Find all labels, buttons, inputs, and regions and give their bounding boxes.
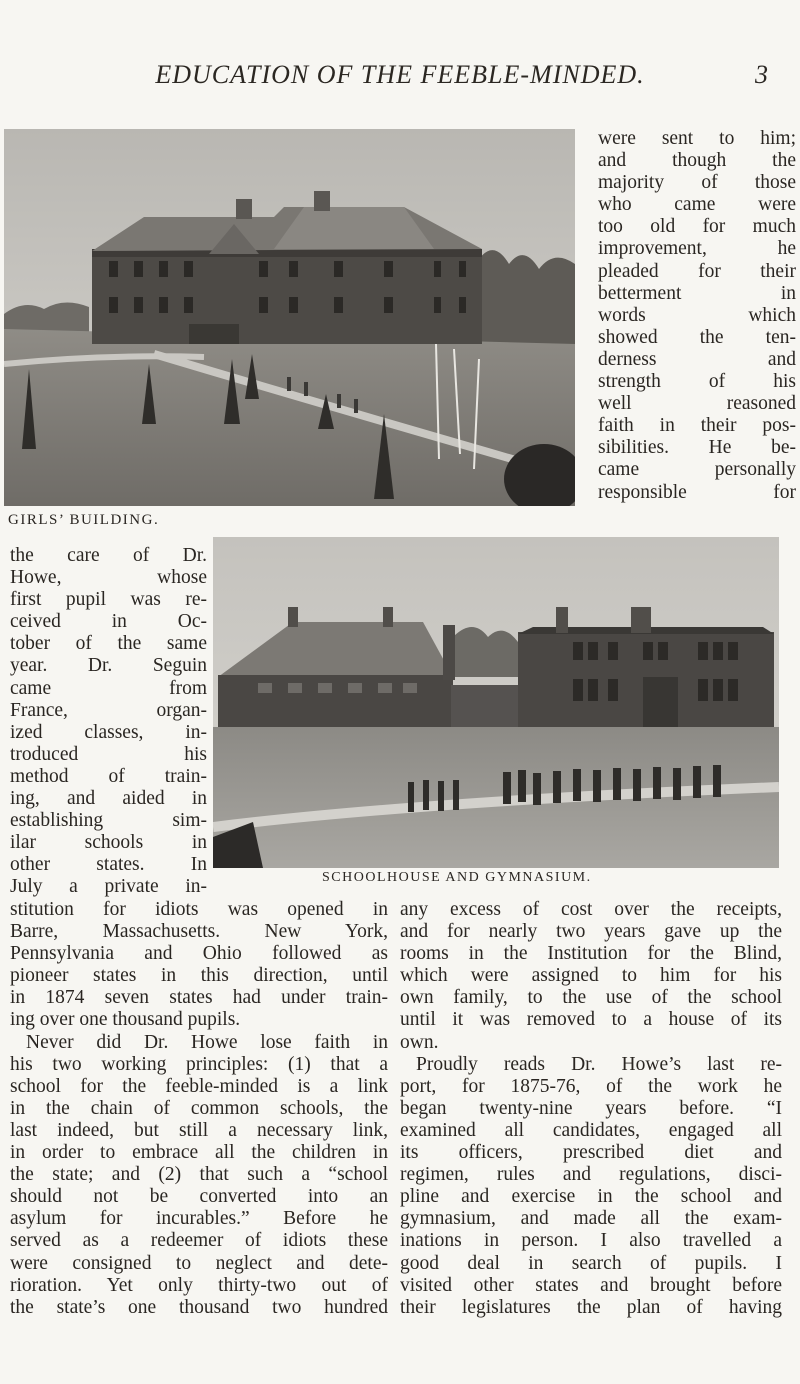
text-line: visited other states and brought before — [400, 1274, 782, 1296]
text-line: good deal in search of pupils. I — [400, 1252, 782, 1274]
text-line: Barre, Massachusetts. New York, — [10, 921, 388, 943]
text-line: sibilities. He be- — [598, 437, 796, 459]
text-line: came from — [10, 677, 207, 699]
text-line: the care of Dr. — [10, 545, 207, 566]
text-column-right-bottom — [400, 899, 782, 1319]
text-line: in 1874 seven states had under train- — [10, 987, 388, 1009]
text-line: pleaded for their — [598, 260, 796, 282]
text-line: ceived in Oc- — [10, 611, 207, 633]
text-line: troduced his — [10, 743, 207, 765]
text-line: and though the — [598, 150, 796, 172]
text-line: Never did Dr. Howe lose faith in — [26, 1031, 388, 1053]
text-line: tober of the same — [10, 633, 207, 655]
text-line: too old for much — [598, 216, 796, 238]
text-line: his two working principles: (1) that a — [10, 1053, 388, 1075]
text-line: should not be converted into an — [10, 1186, 388, 1208]
schoolhouse-gymnasium-photo — [213, 537, 779, 868]
text-line: betterment in — [598, 282, 796, 304]
text-line: regimen, rules and regulations, disci- — [400, 1164, 782, 1186]
page-number: 3 — [755, 60, 768, 89]
girls-building-photo — [4, 129, 575, 506]
text-line: the state’s one thousand two hundred — [10, 1296, 388, 1318]
text-line: were consigned to neglect and dete- — [10, 1252, 388, 1274]
text-line: gymnasium, and made all the exam- — [400, 1208, 782, 1230]
text-line: examined all candidates, engaged all — [400, 1119, 782, 1141]
text-line: Pennsylvania and Ohio followed as — [10, 943, 388, 965]
text-line: were sent to him; — [598, 128, 796, 149]
text-line: came personally — [598, 459, 796, 481]
text-line: Howe, whose — [10, 567, 207, 589]
text-line: inations in person. I also travelled a — [400, 1230, 782, 1252]
text-line: school for the feeble-minded is a link — [10, 1075, 388, 1097]
text-line: began twenty-nine years before. “I — [400, 1097, 782, 1119]
text-line: Proudly reads Dr. Howe’s last re- — [416, 1053, 782, 1075]
text-line: which were assigned to him for his — [400, 965, 782, 987]
text-line: words which — [598, 304, 796, 326]
text-line: its officers, prescribed diet and — [400, 1142, 782, 1164]
text-line: strength of his — [598, 371, 796, 393]
text-line: ized classes, in- — [10, 721, 207, 743]
text-line: well reasoned — [598, 393, 796, 415]
figure-caption-girls-building: GIRLS’ BUILDING. — [8, 512, 160, 528]
text-line: served as a redeemer of idiots these — [10, 1230, 388, 1252]
text-line: responsible for — [598, 481, 796, 503]
text-line: method of train- — [10, 765, 207, 787]
text-line: ing over one thousand pupils. — [10, 1009, 241, 1031]
text-line: pioneer states in this direction, until — [10, 965, 388, 987]
text-line: in the chain of common schools, the — [10, 1097, 388, 1119]
text-line: France, organ- — [10, 699, 207, 721]
text-line: July a private in- — [10, 876, 207, 898]
text-line: who came were — [598, 194, 796, 216]
text-line: improvement, he — [598, 238, 796, 260]
text-column-left-narrow — [10, 545, 207, 899]
running-header: EDUCATION OF THE FEEBLE-MINDED. — [155, 60, 645, 89]
text-line: port, for 1875-76, of the work he — [400, 1075, 782, 1097]
text-line: majority of those — [598, 172, 796, 194]
text-line: stitution for idiots was opened in — [10, 899, 388, 920]
text-line: own family, to the use of the school — [400, 987, 782, 1009]
text-line: any excess of cost over the receipts, — [400, 899, 782, 920]
text-line: last indeed, but still a necessary link, — [10, 1119, 388, 1141]
text-line: rioration. Yet only thirty-two out of — [10, 1274, 388, 1296]
figure-caption-schoolhouse: SCHOOLHOUSE AND GYMNASIUM. — [322, 870, 592, 885]
text-line: showed the ten- — [598, 326, 796, 348]
text-line: asylum for incurables.” Before he — [10, 1208, 388, 1230]
text-line: year. Dr. Seguin — [10, 655, 207, 677]
text-line: establishing sim- — [10, 810, 207, 832]
text-line: and for nearly two years gave up the — [400, 921, 782, 943]
text-column-right-top — [598, 128, 796, 504]
text-line: ilar schools in — [10, 832, 207, 854]
text-line: derness and — [598, 348, 796, 370]
text-line: ing, and aided in — [10, 788, 207, 810]
text-line: in order to embrace all the children in — [10, 1142, 388, 1164]
text-line: until it was removed to a house of its — [400, 1009, 782, 1031]
text-line: the state; and (2) that such a “school — [10, 1164, 388, 1186]
text-line: other states. In — [10, 854, 207, 876]
text-line: first pupil was re- — [10, 589, 207, 611]
text-line: faith in their pos- — [598, 415, 796, 437]
text-column-left-wide — [10, 899, 388, 1319]
text-line: rooms in the Institution for the Blind, — [400, 943, 782, 965]
text-line: pline and exercise in the school and — [400, 1186, 782, 1208]
text-line: their legislatures the plan of having — [400, 1296, 782, 1318]
text-line: own. — [400, 1031, 439, 1053]
